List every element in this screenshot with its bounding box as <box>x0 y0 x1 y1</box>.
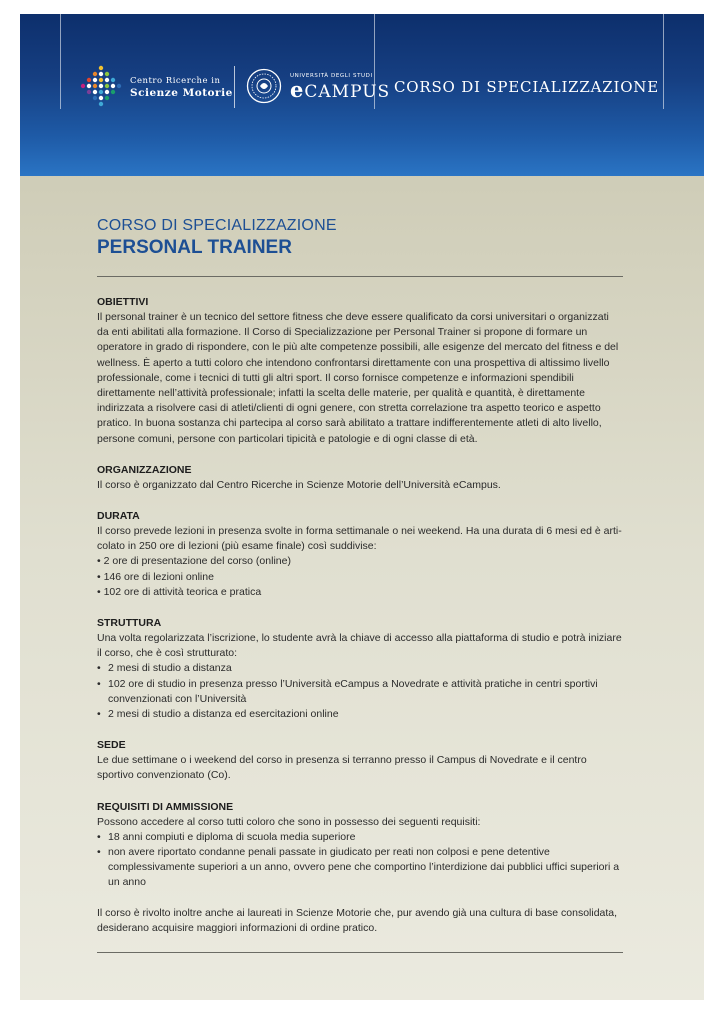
header-divider-line <box>663 14 664 109</box>
list-item: • 18 anni compiuti e diploma di scuola media superiore <box>97 830 623 845</box>
section-heading: DURATA <box>97 510 140 523</box>
crsm-line-2: Scienze Motorie <box>130 87 233 99</box>
section-sede <box>97 738 623 783</box>
crsm-line-1: Centro Ricerche in <box>130 76 221 86</box>
crsm-logo-icon <box>78 64 124 110</box>
header-title: CORSO DI SPECIALIZZAZIONE <box>394 78 659 96</box>
page-title: PERSONAL TRAINER <box>97 237 292 258</box>
section-heading: STRUTTURA <box>97 617 162 630</box>
section-body: Il personal trainer è un tecnico del settore fitness che deve essere qualificato da corsi universitari o organizzati da enti abilitati alla formazione. Il Corso di Specializzazione per Personal Trainer si propone di formare un operatore in grado di rispondere, con le più alte competenze possibili, alle esigenze del mercato del fitness e del wellness. È aperto a tutti coloro che intendono confrontarsi direttamente con una prospettiva di altissimo livello professionale, come i tecnici di tutti gli altri sport. Il corso fornisce competenze e informazioni spendibili direttamente nell’attività professionale; infatti la scelta delle materie, per qualità e quantità, è direttamente indirizzata a risolvere casi di atleti/clienti di ogni genere, con stretta correlazione tra aspetto teorico e aspetto pratico. In buona sostanza chi partecipa al corso sarà abilitato a trattare indifferentemente atleti di alto livello, persone comuni, persone con particolari tipicità e patologie e di ogni classe di età. <box>97 311 619 445</box>
section-durata <box>97 509 623 600</box>
course-kicker: CORSO DI SPECIALIZZAZIONE <box>97 217 337 234</box>
section-body: Il corso prevede lezioni in presenza svolte in forma settimanale o nei weekend. Ha una durata di 6 mesi ed è articolato in 250 ore di lezioni (più esame finale) così suddivise: <box>97 525 622 553</box>
brochure-page <box>20 14 704 1000</box>
ecampus-name-rest: CAMPUS <box>304 82 391 102</box>
section-struttura <box>97 616 623 722</box>
ecampus-wordmark <box>290 72 390 102</box>
list-item: • 2 mesi di studio a distanza <box>97 661 623 676</box>
section-body: Una volta regolarizzata l’iscrizione, lo studente avrà la chiave di accesso alla piattaforma di studio e potrà iniziare il corso, che è così strutturato: <box>97 632 622 660</box>
durata-list <box>97 554 623 600</box>
list-item: • 2 ore di presentazione del corso (online) <box>97 555 291 568</box>
main-content <box>97 216 623 953</box>
list-item: • 102 ore di studio in presenza presso l’Università eCampus a Novedrate e attività pratiche in centri sportivi convenzionati con l’Università <box>97 677 623 707</box>
crsm-wordmark <box>130 76 233 99</box>
list-item: • 2 mesi di studio a distanza ed esercitazioni online <box>97 707 623 722</box>
logo-separator <box>234 66 235 108</box>
list-item: • non avere riportato condanne penali passate in giudicato per reati non colposi e pene detentive complessivamente superiori a un anno, ovvero pene che comportino l’interdizione dai pubblici uffici superiori a un anno <box>97 845 623 891</box>
section-heading: OBIETTIVI <box>97 296 149 308</box>
section-body: Il corso è organizzato dal Centro Ricerche in Scienze Motorie dell’Università eCampus. <box>97 478 501 491</box>
university-seal-icon <box>246 68 282 104</box>
section-footer-text: Il corso è rivolto inoltre anche ai laureati in Scienze Motorie che, pur avendo già una cultura di base consolidata, desiderano acquisire maggiori informazioni di ordine pratico. <box>97 906 618 934</box>
bottom-divider <box>97 952 623 953</box>
section-body: Possono accedere al corso tutti coloro che sono in possesso dei seguenti requisiti: <box>97 815 481 828</box>
requisiti-list <box>97 830 623 891</box>
header-banner <box>20 14 704 176</box>
section-heading: SEDE <box>97 739 126 752</box>
section-heading: REQUISITI DI AMMISSIONE <box>97 800 234 813</box>
section-requisiti <box>97 800 623 936</box>
section-organizzazione <box>97 463 623 493</box>
section-body: Le due settimane o i weekend del corso in presenza si terranno presso il Campus di Novedrate e il centro sportivo convenzionato (Co). <box>97 754 587 782</box>
ecampus-name <box>290 77 391 102</box>
list-item: • 102 ore di attività teorica e pratica <box>97 585 262 598</box>
section-heading: ORGANIZZAZIONE <box>97 463 192 476</box>
section-obiettivi <box>97 295 623 447</box>
list-item: • 146 ore di lezioni online <box>97 570 214 583</box>
university-label: UNIVERSITÀ DEGLI STUDI <box>290 73 373 79</box>
ecampus-e-letter: e <box>290 77 305 102</box>
struttura-list <box>97 661 623 722</box>
top-divider <box>97 276 623 277</box>
header-divider-line <box>60 14 61 109</box>
paragraph-spacer <box>97 891 623 906</box>
